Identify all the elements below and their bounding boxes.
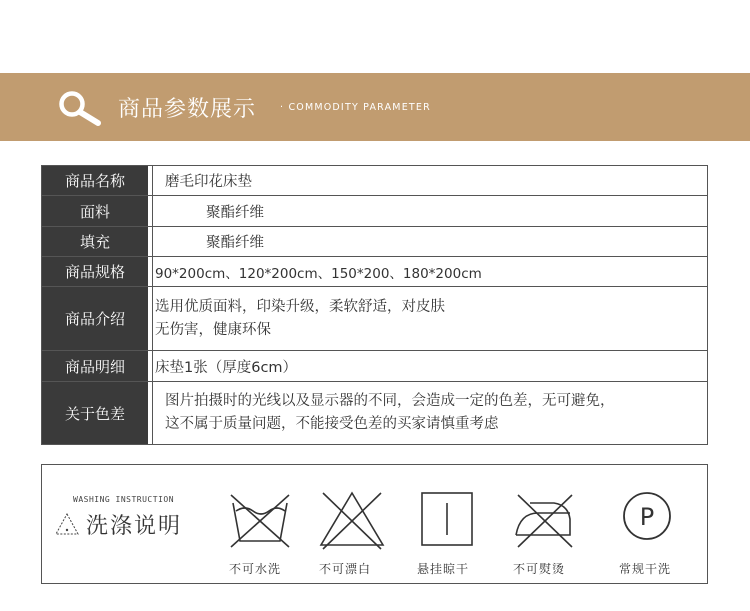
table-row bbox=[42, 196, 707, 227]
row-value: 聚酯纤维 bbox=[206, 204, 264, 221]
row-value: 聚酯纤维 bbox=[206, 235, 264, 251]
table-row bbox=[42, 227, 707, 257]
washing-title-en: WASHING INSTRUCTION bbox=[73, 495, 175, 504]
table-row bbox=[42, 351, 707, 382]
symbol-label: 不可水洗 bbox=[229, 562, 282, 576]
value-line: 图片拍摄时的光线以及显示器的不同，会造成一定的色差，无可避免， bbox=[165, 393, 615, 409]
no-bleach-icon bbox=[317, 489, 387, 551]
row-value: 床垫1张（厚度6cm） bbox=[155, 359, 298, 376]
table-row bbox=[42, 166, 707, 196]
table-row bbox=[42, 257, 707, 287]
symbol-label: 不可熨烫 bbox=[513, 562, 566, 576]
warning-triangle-icon bbox=[54, 512, 80, 536]
row-label: 面料 bbox=[42, 196, 148, 226]
no-water-wash-icon bbox=[225, 489, 295, 551]
hang-dry-icon bbox=[412, 489, 482, 551]
section-banner bbox=[0, 73, 750, 141]
svg-text:P: P bbox=[639, 503, 655, 531]
row-label: 商品明细 bbox=[42, 351, 148, 381]
row-value: 磨毛印花床垫 bbox=[165, 174, 252, 190]
value-line: 无伤害，健康环保 bbox=[155, 321, 271, 338]
row-label: 填充 bbox=[42, 227, 148, 256]
banner-title: 商品参数展示 bbox=[118, 97, 257, 122]
value-line: 选用优质面料，印染升级，柔软舒适，对皮肤 bbox=[155, 298, 445, 315]
row-label: 商品介绍 bbox=[42, 287, 148, 350]
table-row bbox=[42, 382, 707, 444]
symbol-label: 悬挂晾干 bbox=[417, 562, 470, 576]
banner-subtitle: · COMMODITY PARAMETER bbox=[280, 102, 431, 113]
dry-clean-p-icon bbox=[612, 489, 682, 551]
magnifier-icon bbox=[57, 89, 103, 129]
table-row bbox=[42, 287, 707, 351]
symbol-label: 常规干洗 bbox=[619, 562, 672, 576]
washing-instruction-panel bbox=[41, 464, 708, 584]
washing-title-cn: 洗涤说明 bbox=[86, 514, 183, 539]
row-label: 商品名称 bbox=[42, 166, 148, 195]
symbol-label: 不可漂白 bbox=[319, 562, 372, 576]
row-value bbox=[153, 382, 707, 444]
no-iron-icon bbox=[510, 489, 580, 551]
row-value: 90*200cm、120*200cm、150*200、180*200cm bbox=[155, 265, 482, 282]
row-label: 关于色差 bbox=[42, 382, 148, 444]
value-line: 这不属于质量问题，不能接受色差的买家请慎重考虑 bbox=[165, 416, 499, 432]
row-value bbox=[153, 287, 707, 350]
row-label: 商品规格 bbox=[42, 257, 148, 286]
parameter-table bbox=[41, 165, 708, 445]
